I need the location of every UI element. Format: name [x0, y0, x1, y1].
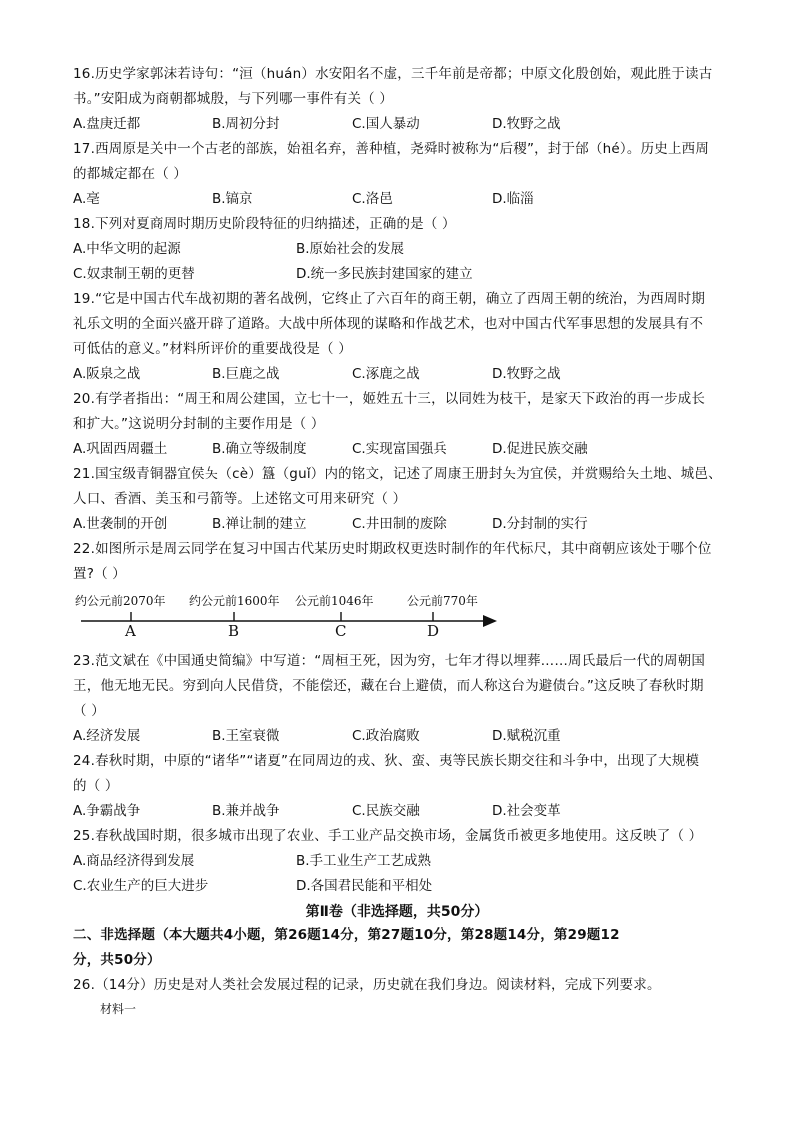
q23-option-c: C.政治腐败	[352, 728, 420, 744]
q21-stem-line1: 21.国宝级青铜器宜侯夨（cè）簋（guǐ）内的铭文，记述了周康王册封夨为宜侯，并赏赐给夨土地、城邑、	[73, 466, 722, 482]
q23-stem-line2: 王，他无地无民。穷到向人民借贷，不能偿还，藏在台上避债，而人称这台为避债台。”这反映了春秋时期	[73, 678, 704, 694]
q19-stem-line3: 可低估的意义。”材料所评价的重要战役是（ ）	[73, 341, 352, 357]
q19-stem-line1: 19.“它是中国古代车战初期的著名战例，它终止了六百年的商王朝，确立了西周王朝的统治，为西周时期	[73, 291, 706, 307]
q23-option-a: A.经济发展	[73, 728, 141, 744]
q24-option-a: A.争霸战争	[73, 803, 141, 819]
q24-stem-line1: 24.春秋时期，中原的“诸华”“诸夏”在同周边的戎、狄、蛮、夷等民族长期交往和斗争中，出现了大规模	[73, 753, 700, 769]
q16-option-b: B.周初分封	[212, 116, 280, 132]
timeline-letter-d: D	[427, 622, 440, 640]
q19-option-a: A.阪泉之战	[73, 366, 141, 382]
q22-stem-line2: 置?（ ）	[73, 566, 126, 582]
q23-stem-line1: 23.范文斌在《中国通史简编》中写道：“周桓王死，因为穷，七年才得以埋葬……周氏最后一代的周朝国	[73, 653, 706, 669]
q23-option-d: D.赋税沉重	[492, 728, 561, 744]
q17-option-b: B.镐京	[212, 191, 253, 207]
q18-option-d: D.统一多民族封建国家的建立	[296, 266, 473, 282]
q21-option-c: C.井田制的废除	[352, 516, 447, 532]
q20-option-c: C.实现富国强兵	[352, 441, 447, 457]
timeline-letter-a: A	[125, 622, 136, 640]
q23-stem-line3: （ ）	[73, 703, 105, 719]
q21-option-a: A.世袭制的开创	[73, 516, 168, 532]
q26-material-label: 材料一	[100, 1002, 137, 1016]
q19-option-d: D.牧野之战	[492, 366, 561, 382]
q25-option-a: A.商品经济得到发展	[73, 853, 195, 869]
q20-stem-line1: 20.有学者指出：“周王和周公建国，立七十一，姬姓五十三，以同姓为枝干，是家天下政治的再一步成长	[73, 391, 706, 407]
q16-stem-line2: 书。”安阳成为商朝都城殷，与下列哪一事件有关（ ）	[73, 91, 394, 107]
q25-option-b: B.手工业生产工艺成熟	[296, 853, 432, 869]
q17-option-a: A.亳	[73, 191, 100, 207]
q16-stem-line1: 16.历史学家郭沫若诗句：“洹（huán）水安阳名不虚，三千年前是帝都；中原文化殷创始，观此胜于读古	[73, 66, 713, 82]
q18-option-b: B.原始社会的发展	[296, 241, 405, 257]
q25-option-c: C.农业生产的巨大进步	[73, 878, 209, 894]
q19-option-b: B.巨鹿之战	[212, 366, 280, 382]
timeline-arrowhead-icon	[483, 615, 497, 627]
q17-option-c: C.洛邑	[352, 191, 393, 207]
timeline-letter-c: C	[335, 622, 347, 640]
timeline-letter-b: B	[228, 622, 240, 640]
q19-stem-line2: 礼乐文明的全面兴盛开辟了道路。大战中所体现的谋略和作战艺术，也对中国古代军事思想的发展具有不	[73, 316, 704, 332]
q24-option-c: C.民族交融	[352, 803, 420, 819]
q17-option-d: D.临淄	[492, 191, 534, 207]
q21-stem-line2: 人口、香酒、美玉和弓箭等。上述铭文可用来研究（ ）	[73, 491, 407, 507]
q18-option-c: C.奴隶制王朝的更替	[73, 266, 195, 282]
timeline-label-3: 公元前1046年	[295, 594, 374, 608]
q19-option-c: C.涿鹿之战	[352, 366, 420, 382]
timeline-label-2: 约公元前1600年	[189, 594, 280, 608]
q20-stem-line2: 和扩大。”这说明分封制的主要作用是（ ）	[73, 416, 325, 432]
q20-option-a: A.巩固西周疆土	[73, 441, 168, 457]
q24-stem-line2: 的（ ）	[73, 778, 119, 794]
section-2-heading-line2: 分，共50分）	[73, 952, 161, 968]
q20-option-b: B.确立等级制度	[212, 441, 307, 457]
q16-option-d: D.牧野之战	[492, 116, 561, 132]
q18-option-a: A.中华文明的起源	[73, 241, 181, 257]
q20-option-d: D.促进民族交融	[492, 441, 588, 457]
q17-stem-line2: 的都城定都在（ ）	[73, 166, 188, 182]
section-2-heading-line1: 二、非选择题（本大题共4小题，第26题14分，第27题10分，第28题14分，第29题12	[73, 927, 620, 943]
q16-option-c: C.国人暴动	[352, 116, 420, 132]
timeline-label-4: 公元前770年	[407, 594, 478, 608]
timeline-label-1: 约公元前2070年	[75, 594, 166, 608]
q16-option-a: A.盘庚迁都	[73, 116, 141, 132]
q22-stem-line1: 22.如图所示是周云同学在复习中国古代某历史时期政权更迭时制作的年代标尺，其中商朝应该处于哪个位	[73, 541, 712, 557]
q24-option-b: B.兼并战争	[212, 803, 280, 819]
section-2-title: 第Ⅱ卷（非选择题，共50分）	[305, 904, 489, 920]
q26-stem: 26.（14分）历史是对人类社会发展过程的记录，历史就在我们身边。阅读材料，完成下列要求。	[73, 977, 661, 993]
q23-option-b: B.王室衰微	[212, 728, 280, 744]
q24-option-d: D.社会变革	[492, 803, 561, 819]
q21-option-d: D.分封制的实行	[492, 516, 588, 532]
era-timeline	[73, 590, 503, 640]
q25-stem: 25.春秋战国时期，很多城市出现了农业、手工业产品交换市场，金属货币被更多地使用。这反映了（ ）	[73, 828, 703, 844]
q18-stem: 18.下列对夏商周时期历史阶段特征的归纳描述，正确的是（ ）	[73, 216, 456, 232]
q25-option-d: D.各国君民能和平相处	[296, 878, 433, 894]
q21-option-b: B.禅让制的建立	[212, 516, 307, 532]
q17-stem-line1: 17.西周原是关中一个古老的部族，始祖名弃，善种植，尧舜时被称为“后稷”，封于邰（hé）。历史上西周	[73, 141, 710, 157]
